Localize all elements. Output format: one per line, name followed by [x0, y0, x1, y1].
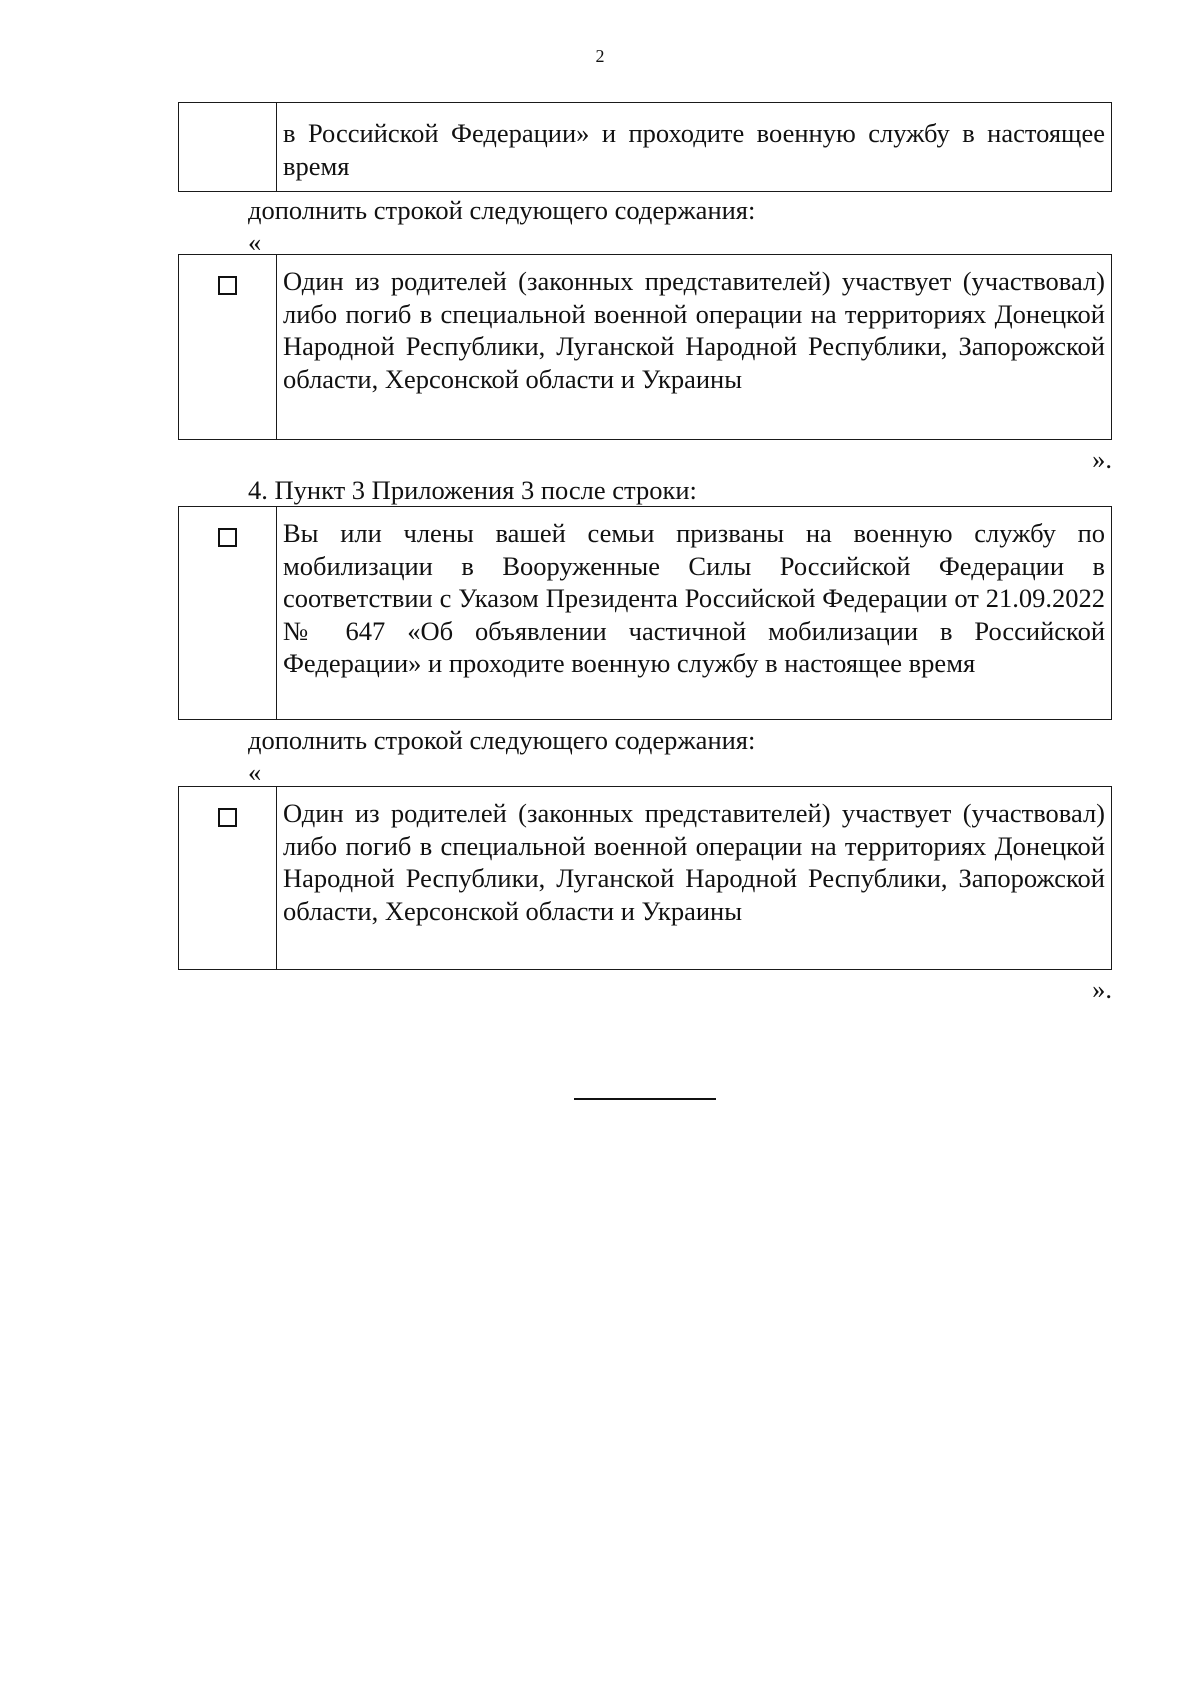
table-row-continuation: [178, 102, 1112, 192]
checkbox[interactable]: [218, 276, 237, 295]
checkbox[interactable]: [218, 528, 237, 547]
table-row-new: [178, 254, 1112, 440]
close-quote: ».: [1092, 444, 1112, 474]
row-text: Один из родителей (законных представителей) участвует (участвовал) либо погиб в специальной военной операции на территориях Донецкой Народной Республики, Луганской Народной Республики, Запорожской области, Херсонской области и Украины: [283, 266, 1105, 394]
close-quote: ».: [1092, 974, 1112, 1004]
item-4-heading: 4. Пункт 3 Приложения 3 после строки:: [248, 475, 697, 505]
checkbox[interactable]: [218, 808, 237, 827]
page-number: 2: [595, 46, 605, 66]
row-text: Один из родителей (законных представителей) участвует (участвовал) либо погиб в специальной военной операции на территориях Донецкой Народной Республики, Луганской Народной Республики, Запорожской области, Херсонской области и Украины: [283, 798, 1105, 926]
table-row-existing: [178, 506, 1112, 720]
checkbox-cell-empty: [179, 103, 277, 191]
row-text: в Российской Федерации» и проходите военную службу в настоящее время: [283, 118, 1105, 181]
checkbox-cell: [179, 507, 277, 719]
checkbox-cell: [179, 255, 277, 439]
table-row-new: [178, 786, 1112, 970]
open-quote: «: [248, 757, 262, 787]
row-text: Вы или члены вашей семьи призваны на военную службу по мобилизации в Вооруженные Силы Российской Федерации в соответствии с Указом Президента Российской Федерации от 21.09.2022 № 647 «Об объявлении частичной мобилизации в Российской Федерации» и проходите военную службу в настоящее время: [283, 518, 1105, 678]
amendment-intro: дополнить строкой следующего содержания:: [248, 725, 756, 755]
checkbox-cell: [179, 787, 277, 969]
amendment-intro: дополнить строкой следующего содержания:: [248, 195, 756, 225]
open-quote: «: [248, 227, 262, 257]
end-rule: [574, 1098, 716, 1100]
